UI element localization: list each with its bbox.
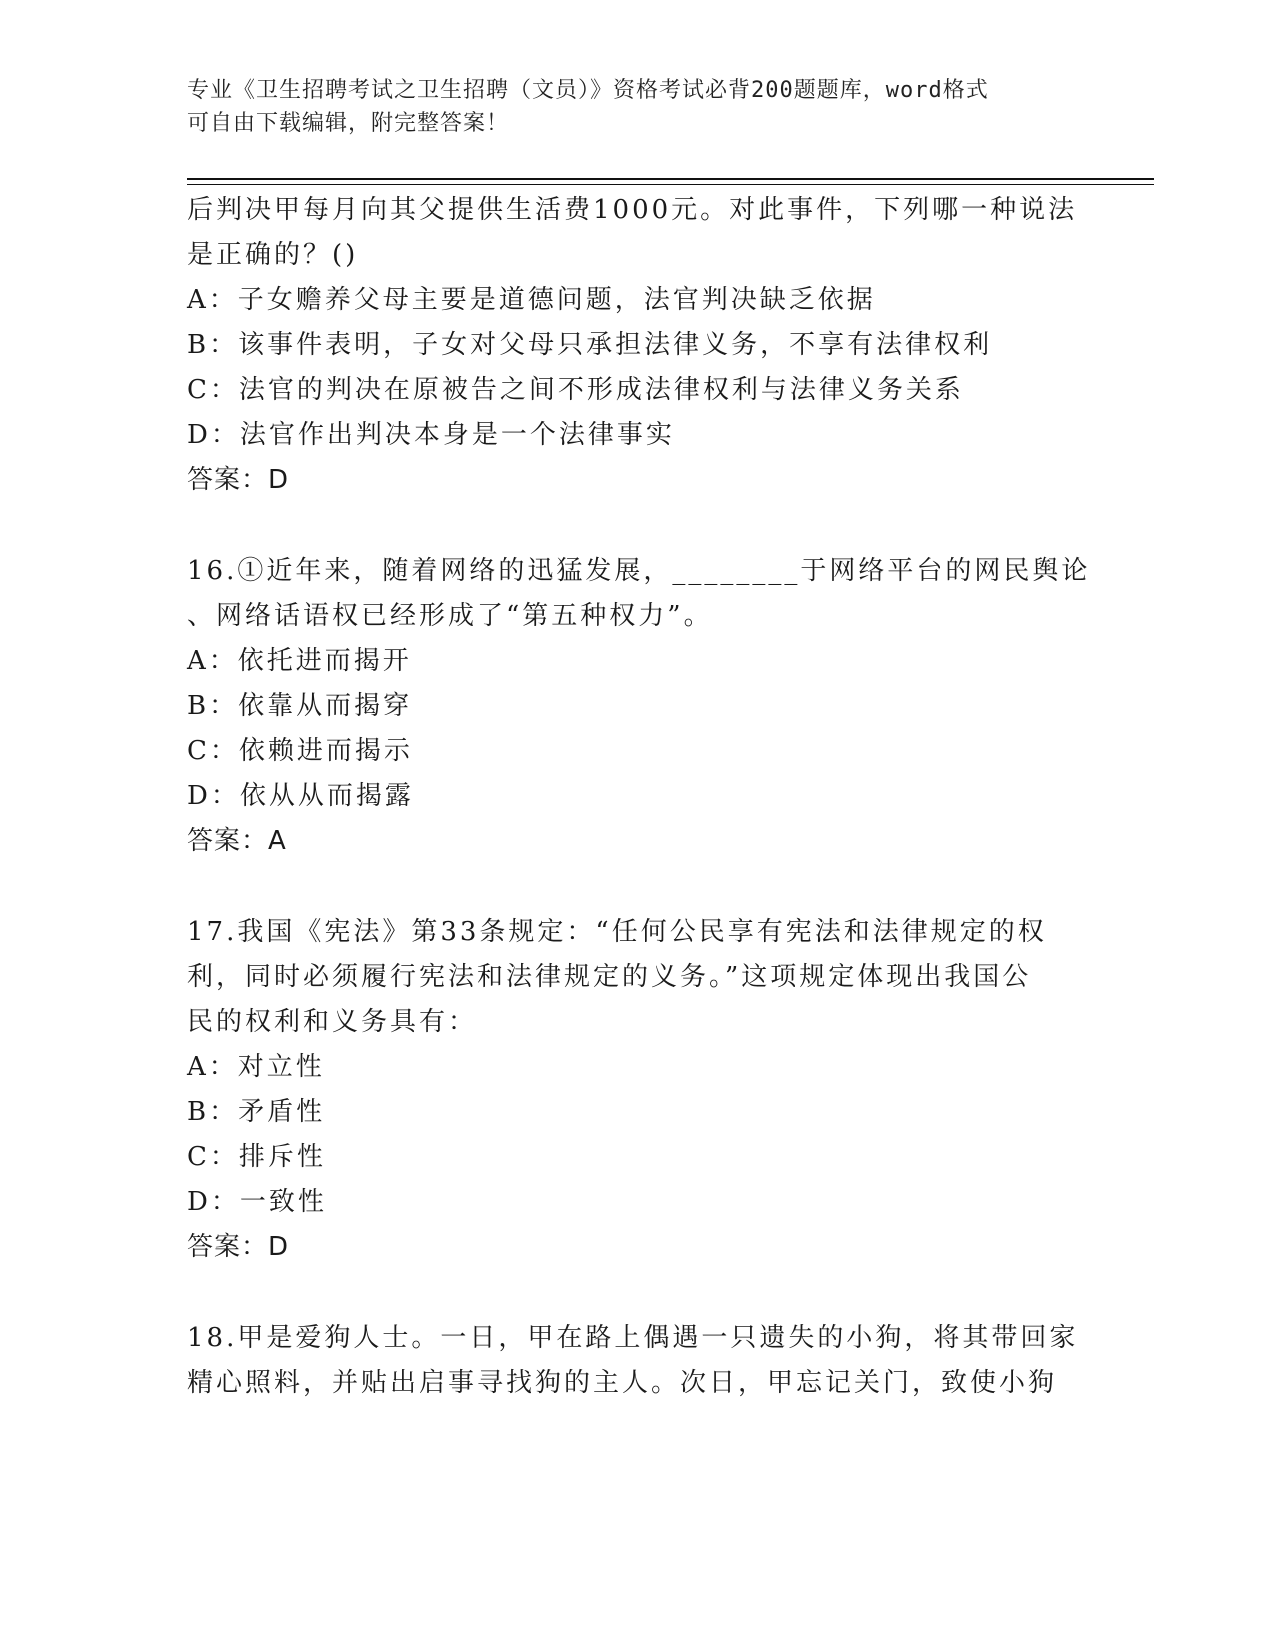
option-d: D：依从从而揭露 <box>187 781 414 811</box>
option-d: D：法官作出判决本身是一个法律事实 <box>187 420 675 450</box>
header-title-line-2: 可自由下载编辑，附完整答案！ <box>187 111 510 136</box>
option-c: C：排斥性 <box>187 1142 326 1172</box>
document-header <box>187 74 1087 140</box>
option-b: B：该事件表明，子女对父母只承担法律义务，不享有法律权利 <box>187 330 993 360</box>
question-15 <box>187 188 1087 503</box>
question-text-line: 17.我国《宪法》第33条规定：“任何公民享有宪法和法律规定的权 <box>187 917 1047 947</box>
header-divider-thick <box>187 178 1154 180</box>
question-text-line: 、网络话语权已经形成了“第五种权力”。 <box>187 601 713 631</box>
question-16 <box>187 549 1091 864</box>
answer-line: 答案：D <box>187 1232 290 1262</box>
option-a: A：子女赡养父母主要是道德问题，法官判决缺乏依据 <box>187 285 876 315</box>
question-text-line: 利，同时必须履行宪法和法律规定的义务。”这项规定体现出我国公 <box>187 962 1032 992</box>
option-b: B：依靠从而揭穿 <box>187 691 413 721</box>
question-text-line: 是正确的？() <box>187 240 359 270</box>
question-text-line: 后判决甲每月向其父提供生活费1000元。对此事件，下列哪一种说法 <box>187 195 1078 225</box>
option-a: A：对立性 <box>187 1052 325 1082</box>
header-title-line-1: 专业《卫生招聘考试之卫生招聘（文员）》资格考试必背200题题库，word格式 <box>187 78 989 103</box>
option-c: C：依赖进而揭示 <box>187 736 413 766</box>
question-text-line: 民的权利和义务具有： <box>187 1007 478 1037</box>
answer-line: 答案：D <box>187 465 290 495</box>
question-17 <box>187 910 1087 1270</box>
option-c: C：法官的判决在原被告之间不形成法律权利与法律义务关系 <box>187 375 964 405</box>
question-list <box>187 188 1091 1406</box>
option-b: B：矛盾性 <box>187 1097 326 1127</box>
question-text-line: 16.①近年来，随着网络的迅猛发展，________于网络平台的网民舆论 <box>187 556 1091 586</box>
option-d: D：一致性 <box>187 1187 327 1217</box>
answer-line: 答案：A <box>187 826 287 856</box>
option-a: A：依托进而揭开 <box>187 646 412 676</box>
header-divider-thin <box>187 184 1154 185</box>
question-18 <box>187 1316 1087 1406</box>
question-text-line: 18.甲是爱狗人士。一日，甲在路上偶遇一只遗失的小狗，将其带回家 <box>187 1323 1079 1353</box>
question-text-line: 精心照料，并贴出启事寻找狗的主人。次日，甲忘记关门，致使小狗 <box>187 1368 1058 1398</box>
